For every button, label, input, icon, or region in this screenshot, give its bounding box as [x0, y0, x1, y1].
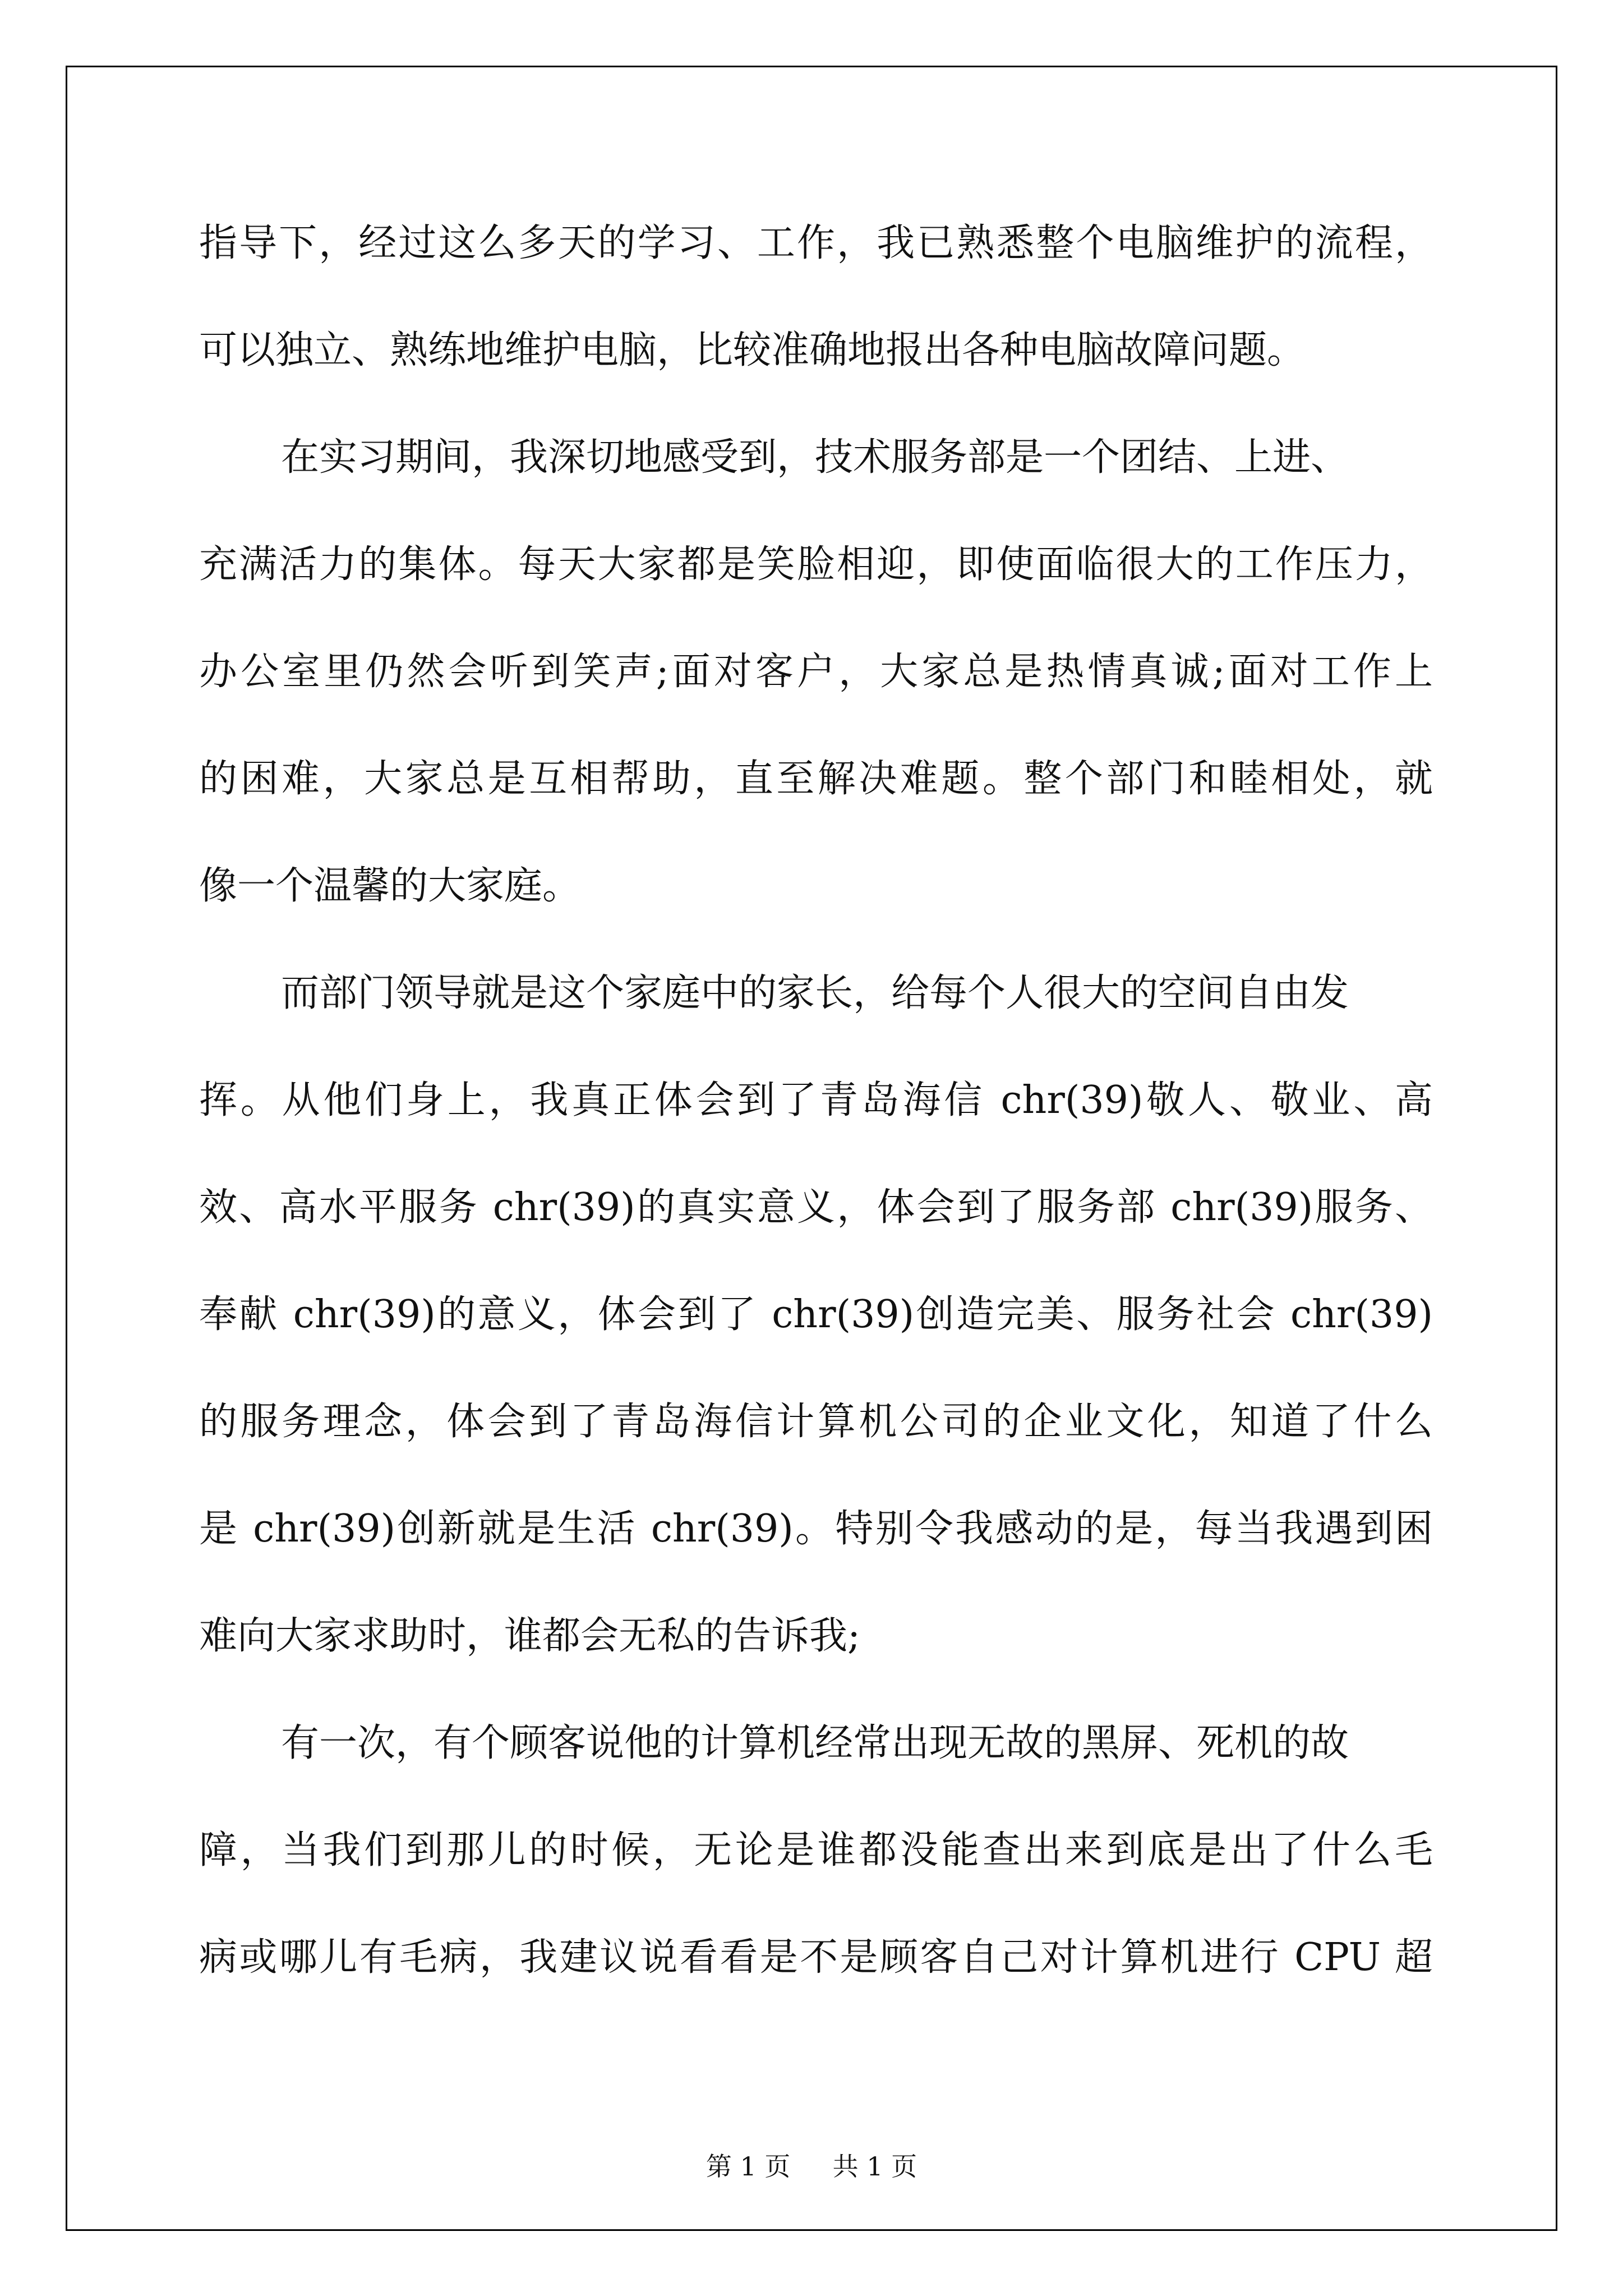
text-line-3: 在实习期间，我深切地感受到，技术服务部是一个团结、上进、: [281, 435, 1349, 480]
text-line-9: 挥。从他们身上，我真正体会到了青岛海信 chr(39)敬人、敬业、高: [199, 1078, 1433, 1122]
page-total: 共 1 页: [832, 2151, 917, 2182]
text-line-12: 的服务理念，体会到了青岛海信计算机公司的企业文化，知道了什么: [199, 1400, 1433, 1444]
document-body: [199, 190, 1433, 2011]
text-line-13: 是 chr(39)创新就是生活 chr(39)。特别令我感动的是，每当我遇到困: [199, 1507, 1433, 1551]
text-line-7: 像一个温馨的大家庭。: [199, 864, 581, 908]
text-line-14: 难向大家求助时，谁都会无私的告诉我;: [199, 1614, 860, 1658]
text-line-2: 可以独立、熟练地维护电脑，比较准确地报出各种电脑故障问题。: [199, 328, 1306, 372]
page-number: 第 1 页: [706, 2151, 791, 2182]
text-line-10: 效、高水平服务 chr(39)的真实意义，体会到了服务部 chr(39)服务、: [199, 1185, 1433, 1230]
text-line-6: 的困难，大家总是互相帮助，直至解决难题。整个部门和睦相处，就: [199, 757, 1433, 801]
text-line-4: 充满活力的集体。每天大家都是笑脸相迎，即使面临很大的工作压力，: [199, 542, 1433, 587]
text-line-11: 奉献 chr(39)的意义，体会到了 chr(39)创造完美、服务社会 chr(39): [199, 1292, 1433, 1337]
text-line-1: 指导下，经过这么多天的学习、工作，我已熟悉整个电脑维护的流程，: [199, 221, 1433, 265]
text-line-16: 障，当我们到那儿的时候，无论是谁都没能查出来到底是出了什么毛: [199, 1828, 1433, 1872]
text-line-5: 办公室里仍然会听到笑声;面对客户，大家总是热情真诚;面对工作上: [199, 650, 1433, 694]
page-footer: [0, 2146, 1623, 2183]
text-line-17: 病或哪儿有毛病，我建议说看看是不是顾客自己对计算机进行 CPU 超: [199, 1935, 1433, 1980]
text-line-8: 而部门领导就是这个家庭中的家长，给每个人很大的空间自由发: [281, 971, 1349, 1015]
text-line-15: 有一次，有个顾客说他的计算机经常出现无故的黑屏、死机的故: [281, 1721, 1349, 1765]
